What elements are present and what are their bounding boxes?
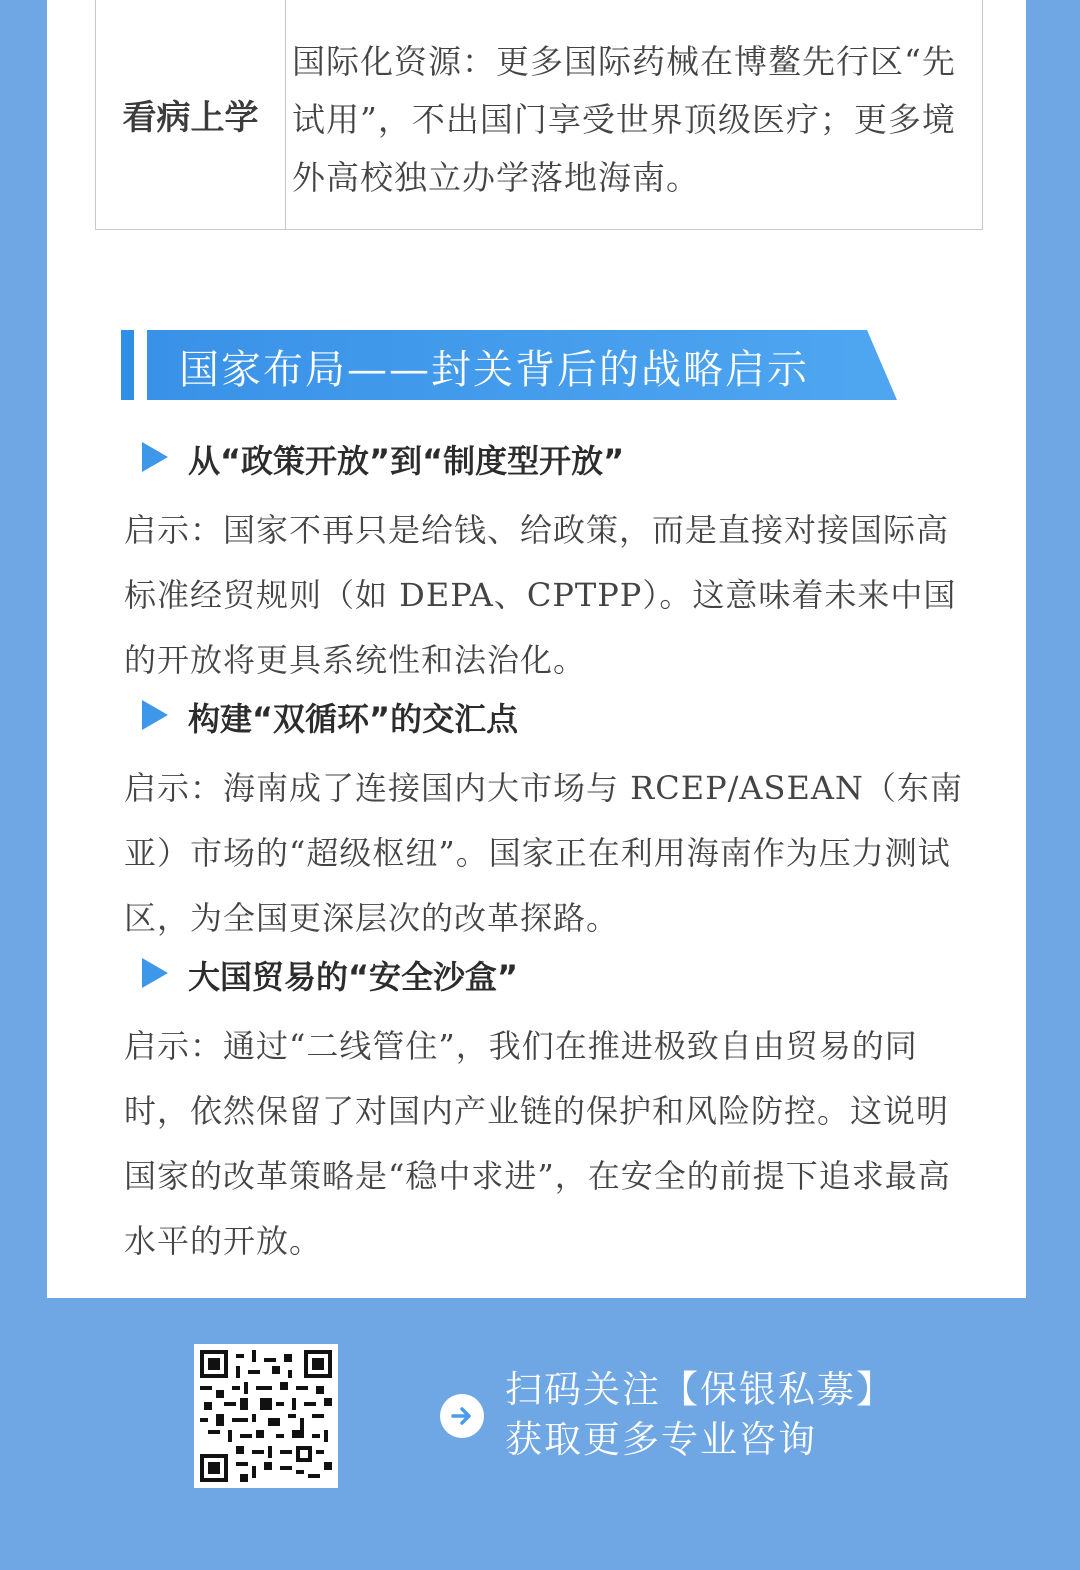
triangle-bullet-icon	[142, 700, 168, 730]
insight-text: 启示：海南成了连接国内大市场与 RCEP/ASEAN（东南亚）市场的“超级枢纽”。国家正在利用海南作为压力测试区，为全国更深层次的改革探路。	[124, 769, 963, 937]
insight-section-1	[124, 432, 984, 693]
table-row-text: 国际化资源：更多国际药械在博鳌先行区“先试用”，不出国门享受世界顶级医疗；更多境外高校独立办学落地海南。	[292, 42, 956, 197]
section-banner	[121, 330, 901, 400]
insight-text: 启示：国家不再只是给钱、给政策，而是直接对接国际高标准经贸规则（如 DEPA、CPTPP）。这意味着未来中国的开放将更具系统性和法治化。	[124, 511, 957, 679]
follow-cta-line1: 扫码关注【保银私募】	[505, 1368, 895, 1411]
arrow-right-icon[interactable]	[440, 1394, 484, 1438]
follow-cta-line2: 获取更多专业咨询	[505, 1418, 817, 1461]
insight-heading	[124, 690, 984, 740]
follow-cta[interactable]	[505, 1365, 895, 1465]
insight-heading	[124, 432, 984, 482]
insight-section-2	[124, 690, 984, 951]
insight-heading-text: 从“政策开放”到“制度型开放”	[188, 442, 625, 480]
insight-heading-text: 构建“双循环”的交汇点	[188, 700, 519, 738]
info-table-row	[95, 0, 983, 230]
insight-text: 启示：通过“二线管住”，我们在推进极致自由贸易的同时，依然保留了对国内产业链的保护和风险防控。这说明国家的改革策略是“稳中求进”，在安全的前提下追求最高水平的开放。	[124, 1027, 951, 1260]
triangle-bullet-icon	[142, 958, 168, 988]
banner-accent-bar	[121, 330, 134, 400]
insight-heading-text: 大国贸易的“安全沙盒”	[188, 958, 519, 996]
insight-heading	[124, 948, 984, 998]
triangle-bullet-icon	[142, 442, 168, 472]
table-row-label: 看病上学	[96, 0, 286, 229]
qr-code-icon[interactable]	[194, 1344, 338, 1488]
insight-section-3	[124, 948, 984, 1274]
banner-title: 国家布局——封关背后的战略启示	[179, 347, 809, 393]
